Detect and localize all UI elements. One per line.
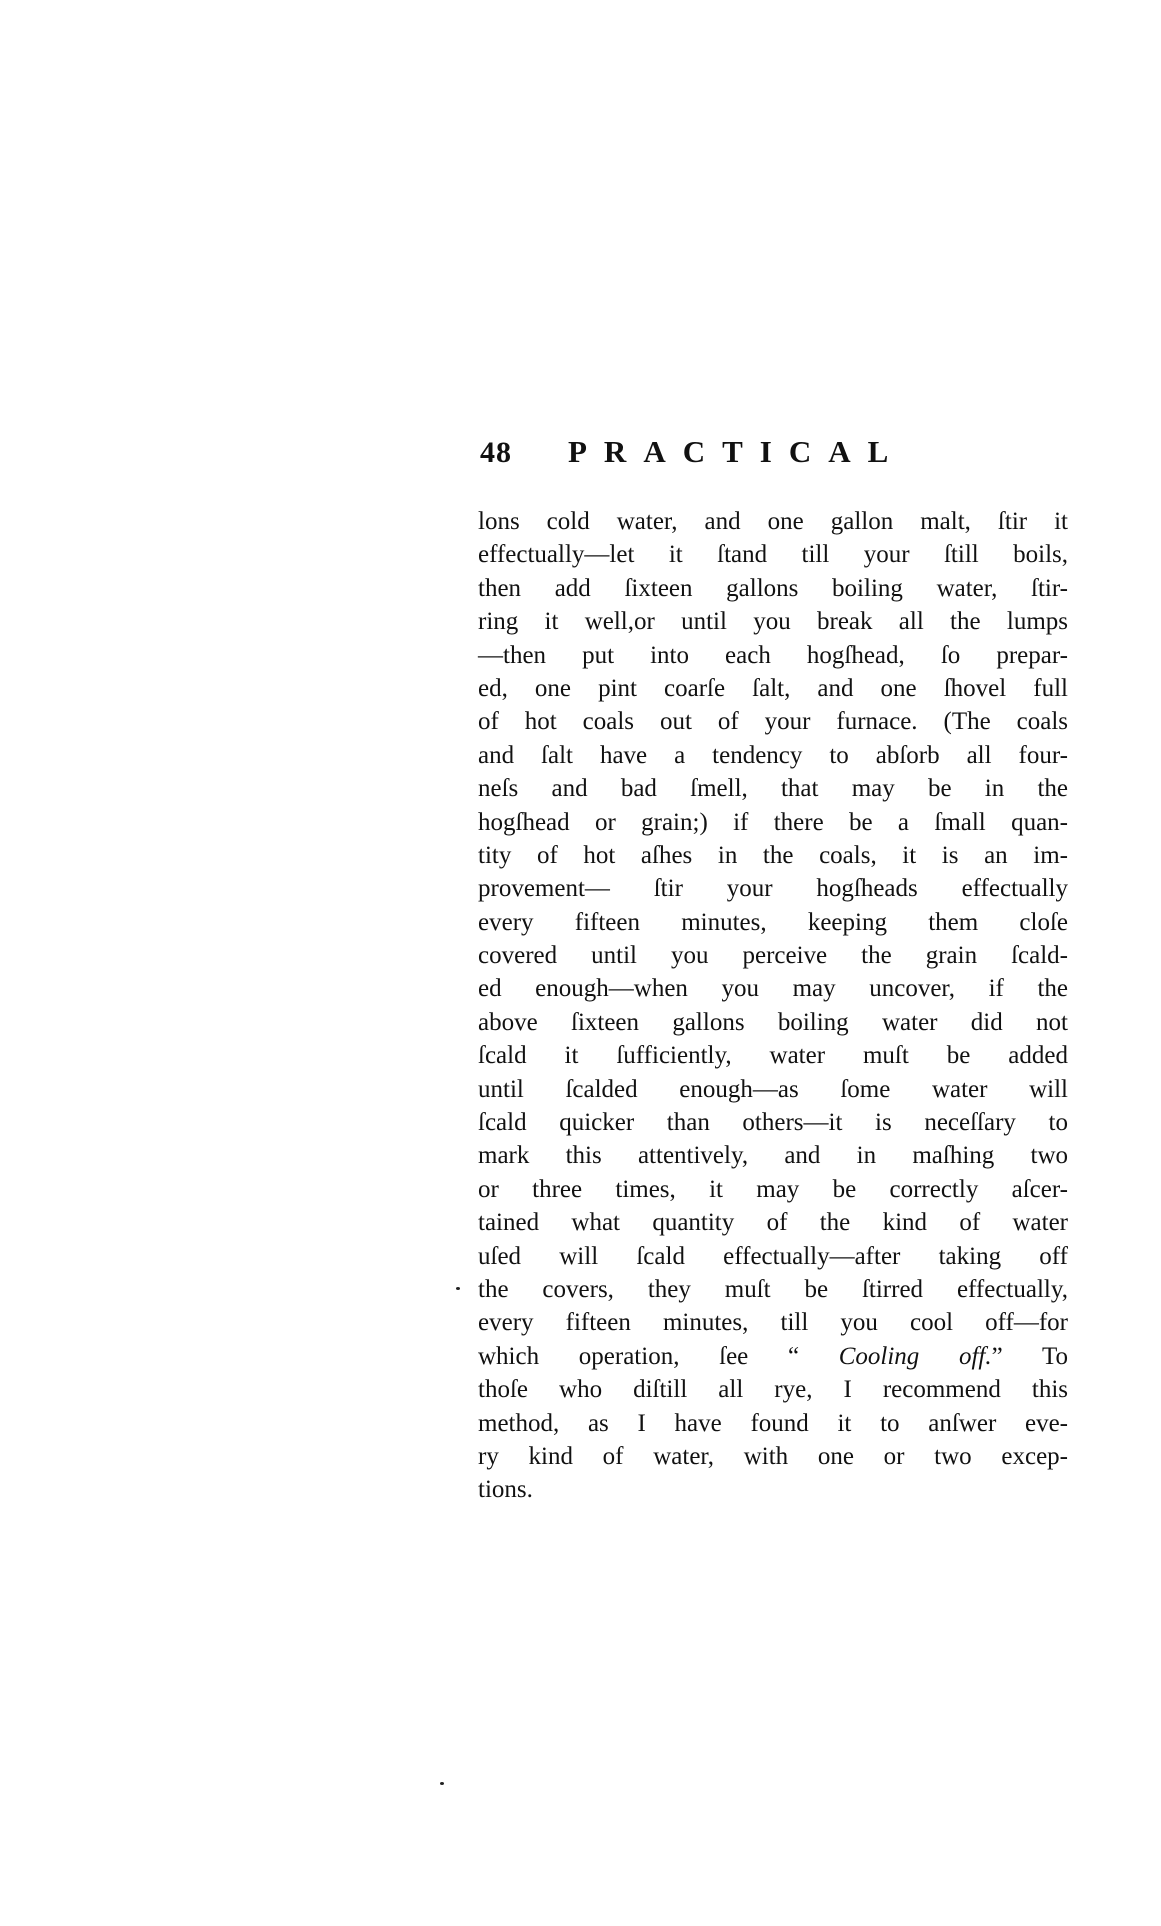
text-line: effectually—let it ſtand till your ſtill boils, [478,541,1068,569]
page-number: 48 [480,436,512,469]
text-line: covered until you perceive the grain ſcald- [478,942,1068,970]
text-line: above ſixteen gallons boiling water did not [478,1008,1068,1036]
text-line: method, as I have found it to anſwer eve- [478,1409,1068,1437]
italic-phrase: Cooling off. [838,1342,992,1370]
text-line: until ſcalded enough—as ſome water will [478,1075,1068,1103]
text-line: ſcald quicker than others—it is neceſſary to [478,1109,1068,1137]
text-line: —then put into each hogſhead, ſo prepar- [478,641,1068,669]
text-line: ring it well,or until you break all the lumps [478,608,1068,636]
text-line-with-italic [478,1340,1068,1373]
text-line: neſs and bad ſmell, that may be in the [478,775,1068,803]
text-fragment: ” To [991,1342,1068,1370]
text-line: mark this attentively, and in maſhing two [478,1142,1068,1170]
body-text [478,505,1068,1507]
ink-speck [456,1287,460,1290]
text-line: tity of hot aſhes in the coals, it is an im- [478,841,1068,869]
text-line: the covers, they muſt be ſtirred effectually, [478,1275,1068,1303]
text-fragment: which operation, ſee “ [478,1342,839,1370]
text-line: thoſe who diſtill all rye, I recommend this [478,1376,1068,1404]
text-line: hogſhead or grain;) if there be a ſmall quan- [478,808,1068,836]
text-line: tained what quantity of the kind of water [478,1209,1068,1237]
text-line: or three times, it may be correctly aſcer- [478,1175,1068,1203]
text-line: uſed will ſcald effectually—after taking off [478,1242,1068,1270]
text-line: ſcald it ſufficiently, water muſt be added [478,1042,1068,1070]
running-head: PRACTICAL [568,434,906,469]
text-line: lons cold water, and one gallon malt, ſtir it [478,508,1068,535]
text-line: then add ſixteen gallons boiling water, ſtir- [478,574,1068,602]
text-line: every fifteen minutes, till you cool off—for [478,1309,1068,1337]
ink-speck [440,1782,444,1785]
text-line: tions. [478,1476,533,1504]
text-line: provement— ſtir your hogſheads effectually [478,875,1068,903]
text-line: ed, one pint coarſe ſalt, and one ſhovel full [478,674,1068,702]
text-line: ed enough—when you may uncover, if the [478,975,1068,1003]
text-line: ry kind of water, with one or two excep- [478,1442,1068,1470]
text-line: and ſalt have a tendency to abſorb all four- [478,741,1068,769]
page-header [480,434,950,474]
text-line: of hot coals out of your furnace. (The coals [478,708,1068,736]
text-line: every fifteen minutes, keeping them cloſe [478,908,1068,936]
